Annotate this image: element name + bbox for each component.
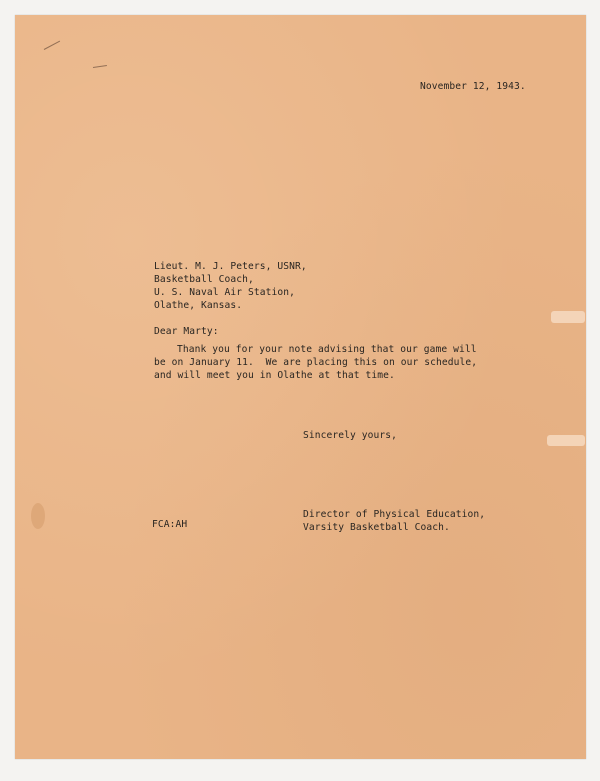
recipient-line: Basketball Coach, xyxy=(154,274,254,285)
signature-title-line: Director of Physical Education, xyxy=(303,509,486,520)
body-line: Thank you for your note advising that our game will xyxy=(177,344,477,355)
letter-page xyxy=(15,15,586,759)
pencil-mark xyxy=(93,65,107,68)
signature-title-line: Varsity Basketball Coach. xyxy=(303,522,450,533)
recipient-line: Olathe, Kansas. xyxy=(154,300,243,311)
paper-smudge xyxy=(547,435,585,446)
salutation: Dear Marty: xyxy=(154,326,219,337)
recipient-line: Lieut. M. J. Peters, USNR, xyxy=(154,261,307,272)
closing: Sincerely yours, xyxy=(303,430,398,441)
typist-initials: FCA:AH xyxy=(152,519,188,530)
recipient-line: U. S. Naval Air Station, xyxy=(154,287,296,298)
body-line: be on January 11. We are placing this on our schedule, xyxy=(154,357,478,368)
paper-smudge xyxy=(551,311,585,323)
paper-stain xyxy=(31,503,45,529)
body-line: and will meet you in Olathe at that time. xyxy=(154,370,395,381)
pencil-mark xyxy=(44,41,60,50)
letter-date: November 12, 1943. xyxy=(420,81,526,92)
